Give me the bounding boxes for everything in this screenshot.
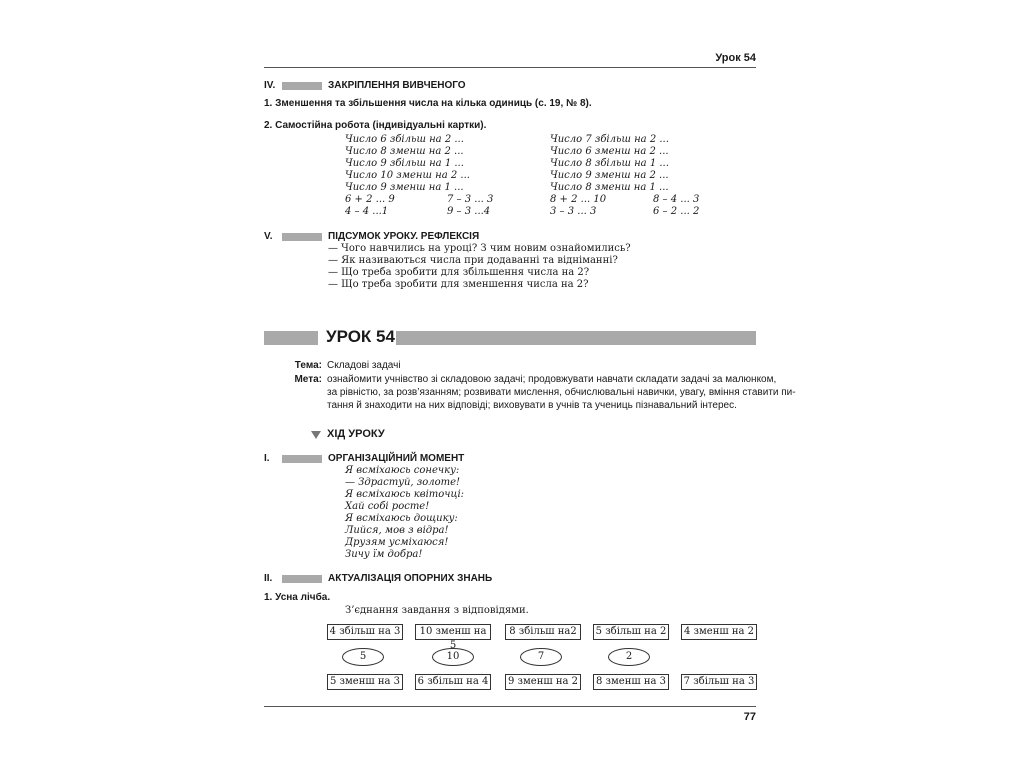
section-i-numeral: I. <box>264 453 270 464</box>
lesson-goal-line: тання й знаходити на них відповіді; виховувати в учнів та учениць пізнавальний інтерес. <box>327 400 737 411</box>
card-right-line: Число 8 збільш на 1 ... <box>550 158 669 169</box>
reflection-question: — Що треба зробити для зменшення числа на 2? <box>328 279 589 290</box>
card-left-line: Число 8 зменш на 2 ... <box>345 146 464 157</box>
topic-label: Тема: <box>294 360 322 371</box>
card-right-line: Число 7 збільш на 2 ... <box>550 134 669 145</box>
expression-box: 4 збільш на 3 <box>327 624 403 640</box>
compare-expression: 3 – 3 ... 3 <box>550 206 597 217</box>
section-v-title: ПІДСУМОК УРОКУ. РЕФЛЕКСІЯ <box>328 231 480 242</box>
section-iv-title: ЗАКРІПЛЕННЯ ВИВЧЕНОГО <box>328 80 466 91</box>
poem-line: Я всміхаюсь сонечку: <box>345 465 460 476</box>
card-left-line: Число 6 збільш на 2 ... <box>345 134 464 145</box>
expression-box: 8 зменш на 3 <box>593 674 669 690</box>
card-right-line: Число 9 зменш на 2 ... <box>550 170 669 181</box>
compare-expression: 4 – 4 ...1 <box>345 206 389 217</box>
lesson-title: УРОК 54 <box>326 327 395 346</box>
compare-expression: 8 – 4 ... 3 <box>653 194 700 205</box>
section-iv-bar <box>282 82 322 90</box>
expression-box: 5 зменш на 3 <box>327 674 403 690</box>
lesson-banner-bar-right <box>396 331 756 345</box>
section-ii-numeral: II. <box>264 573 273 584</box>
answer-circle: 7 <box>520 648 562 666</box>
poem-line: Хай собі росте! <box>345 501 430 512</box>
answer-circle: 5 <box>342 648 384 666</box>
section-iv-numeral: IV. <box>264 80 276 91</box>
goal-label: Мета: <box>294 374 322 385</box>
answer-circle: 2 <box>608 648 650 666</box>
card-right-line: Число 8 зменш на 1 ... <box>550 182 669 193</box>
section-ii-task1: 1. Усна лічба. <box>264 592 331 603</box>
running-title: Урок 54 <box>715 52 756 64</box>
compare-expression: 6 + 2 ... 9 <box>345 194 395 205</box>
reflection-question: — Що треба зробити для збільшення числа на 2? <box>328 267 590 278</box>
reflection-question: — Чого навчились на уроці? З чим новим ознайомились? <box>328 243 631 254</box>
section-v-numeral: V. <box>264 231 273 242</box>
expression-box: 9 зменш на 2 <box>505 674 581 690</box>
page-number: 77 <box>743 711 756 723</box>
lesson-goal-line: ознайомити учнівство зі складовою задачі; продовжувати навчати складати задачі за малюнком, <box>327 374 777 385</box>
section-iv-task1: 1. Зменшення та збільшення числа на кілька одиниць (с. 19, № 8). <box>264 98 592 109</box>
section-i-bar <box>282 455 322 463</box>
poem-line: Я всміхаюсь дощику: <box>345 513 458 524</box>
card-left-line: Число 9 зменш на 1 ... <box>345 182 464 193</box>
lesson-banner-bar-left <box>264 331 318 345</box>
lesson-progress-title: ХІД УРОКУ <box>327 428 385 440</box>
expression-box: 4 зменш на 2 <box>681 624 757 640</box>
section-iv-task2: 2. Самостійна робота (індивідуальні картки). <box>264 120 487 131</box>
triangle-down-icon <box>311 431 321 439</box>
poem-line: Зичу їм добра! <box>345 549 423 560</box>
lesson-topic: Складові задачі <box>327 360 401 371</box>
section-ii-bar <box>282 575 322 583</box>
answer-circle: 10 <box>432 648 474 666</box>
poem-line: Лийся, мов з відра! <box>345 525 449 536</box>
section-v-bar <box>282 233 322 241</box>
expression-box: 10 зменш на 5 <box>415 624 491 640</box>
card-left-line: Число 9 збільш на 1 ... <box>345 158 464 169</box>
compare-expression: 9 – 3 ...4 <box>447 206 491 217</box>
expression-box: 7 збільш на 3 <box>681 674 757 690</box>
poem-line: — Здрастуй, золоте! <box>345 477 461 488</box>
reflection-question: — Як називаються числа при додаванні та відніманні? <box>328 255 618 266</box>
card-right-line: Число 6 зменш на 2 ... <box>550 146 669 157</box>
expression-box: 5 збільш на 2 <box>593 624 669 640</box>
footer-rule <box>264 706 756 707</box>
compare-expression: 7 – 3 ... 3 <box>447 194 494 205</box>
poem-line: Друзям усміхаюся! <box>345 537 449 548</box>
expression-box: 6 збільш на 4 <box>415 674 491 690</box>
compare-expression: 8 + 2 ... 10 <box>550 194 607 205</box>
section-i-title: ОРГАНІЗАЦІЙНИЙ МОМЕНТ <box>328 453 465 464</box>
section-ii-title: АКТУАЛІЗАЦІЯ ОПОРНИХ ЗНАНЬ <box>328 573 493 584</box>
header-rule <box>264 67 756 68</box>
expression-box: 8 збільш на2 <box>505 624 581 640</box>
matching-instruction: З’єднання завдання з відповідями. <box>345 605 529 616</box>
card-left-line: Число 10 зменш на 2 ... <box>345 170 470 181</box>
poem-line: Я всміхаюсь квіточці: <box>345 489 465 500</box>
lesson-goal-line: за рівністю, за розв’язанням; розвивати мислення, обчислювальні навички, увагу, вміння ставити пи- <box>327 387 796 398</box>
compare-expression: 6 – 2 ... 2 <box>653 206 700 217</box>
